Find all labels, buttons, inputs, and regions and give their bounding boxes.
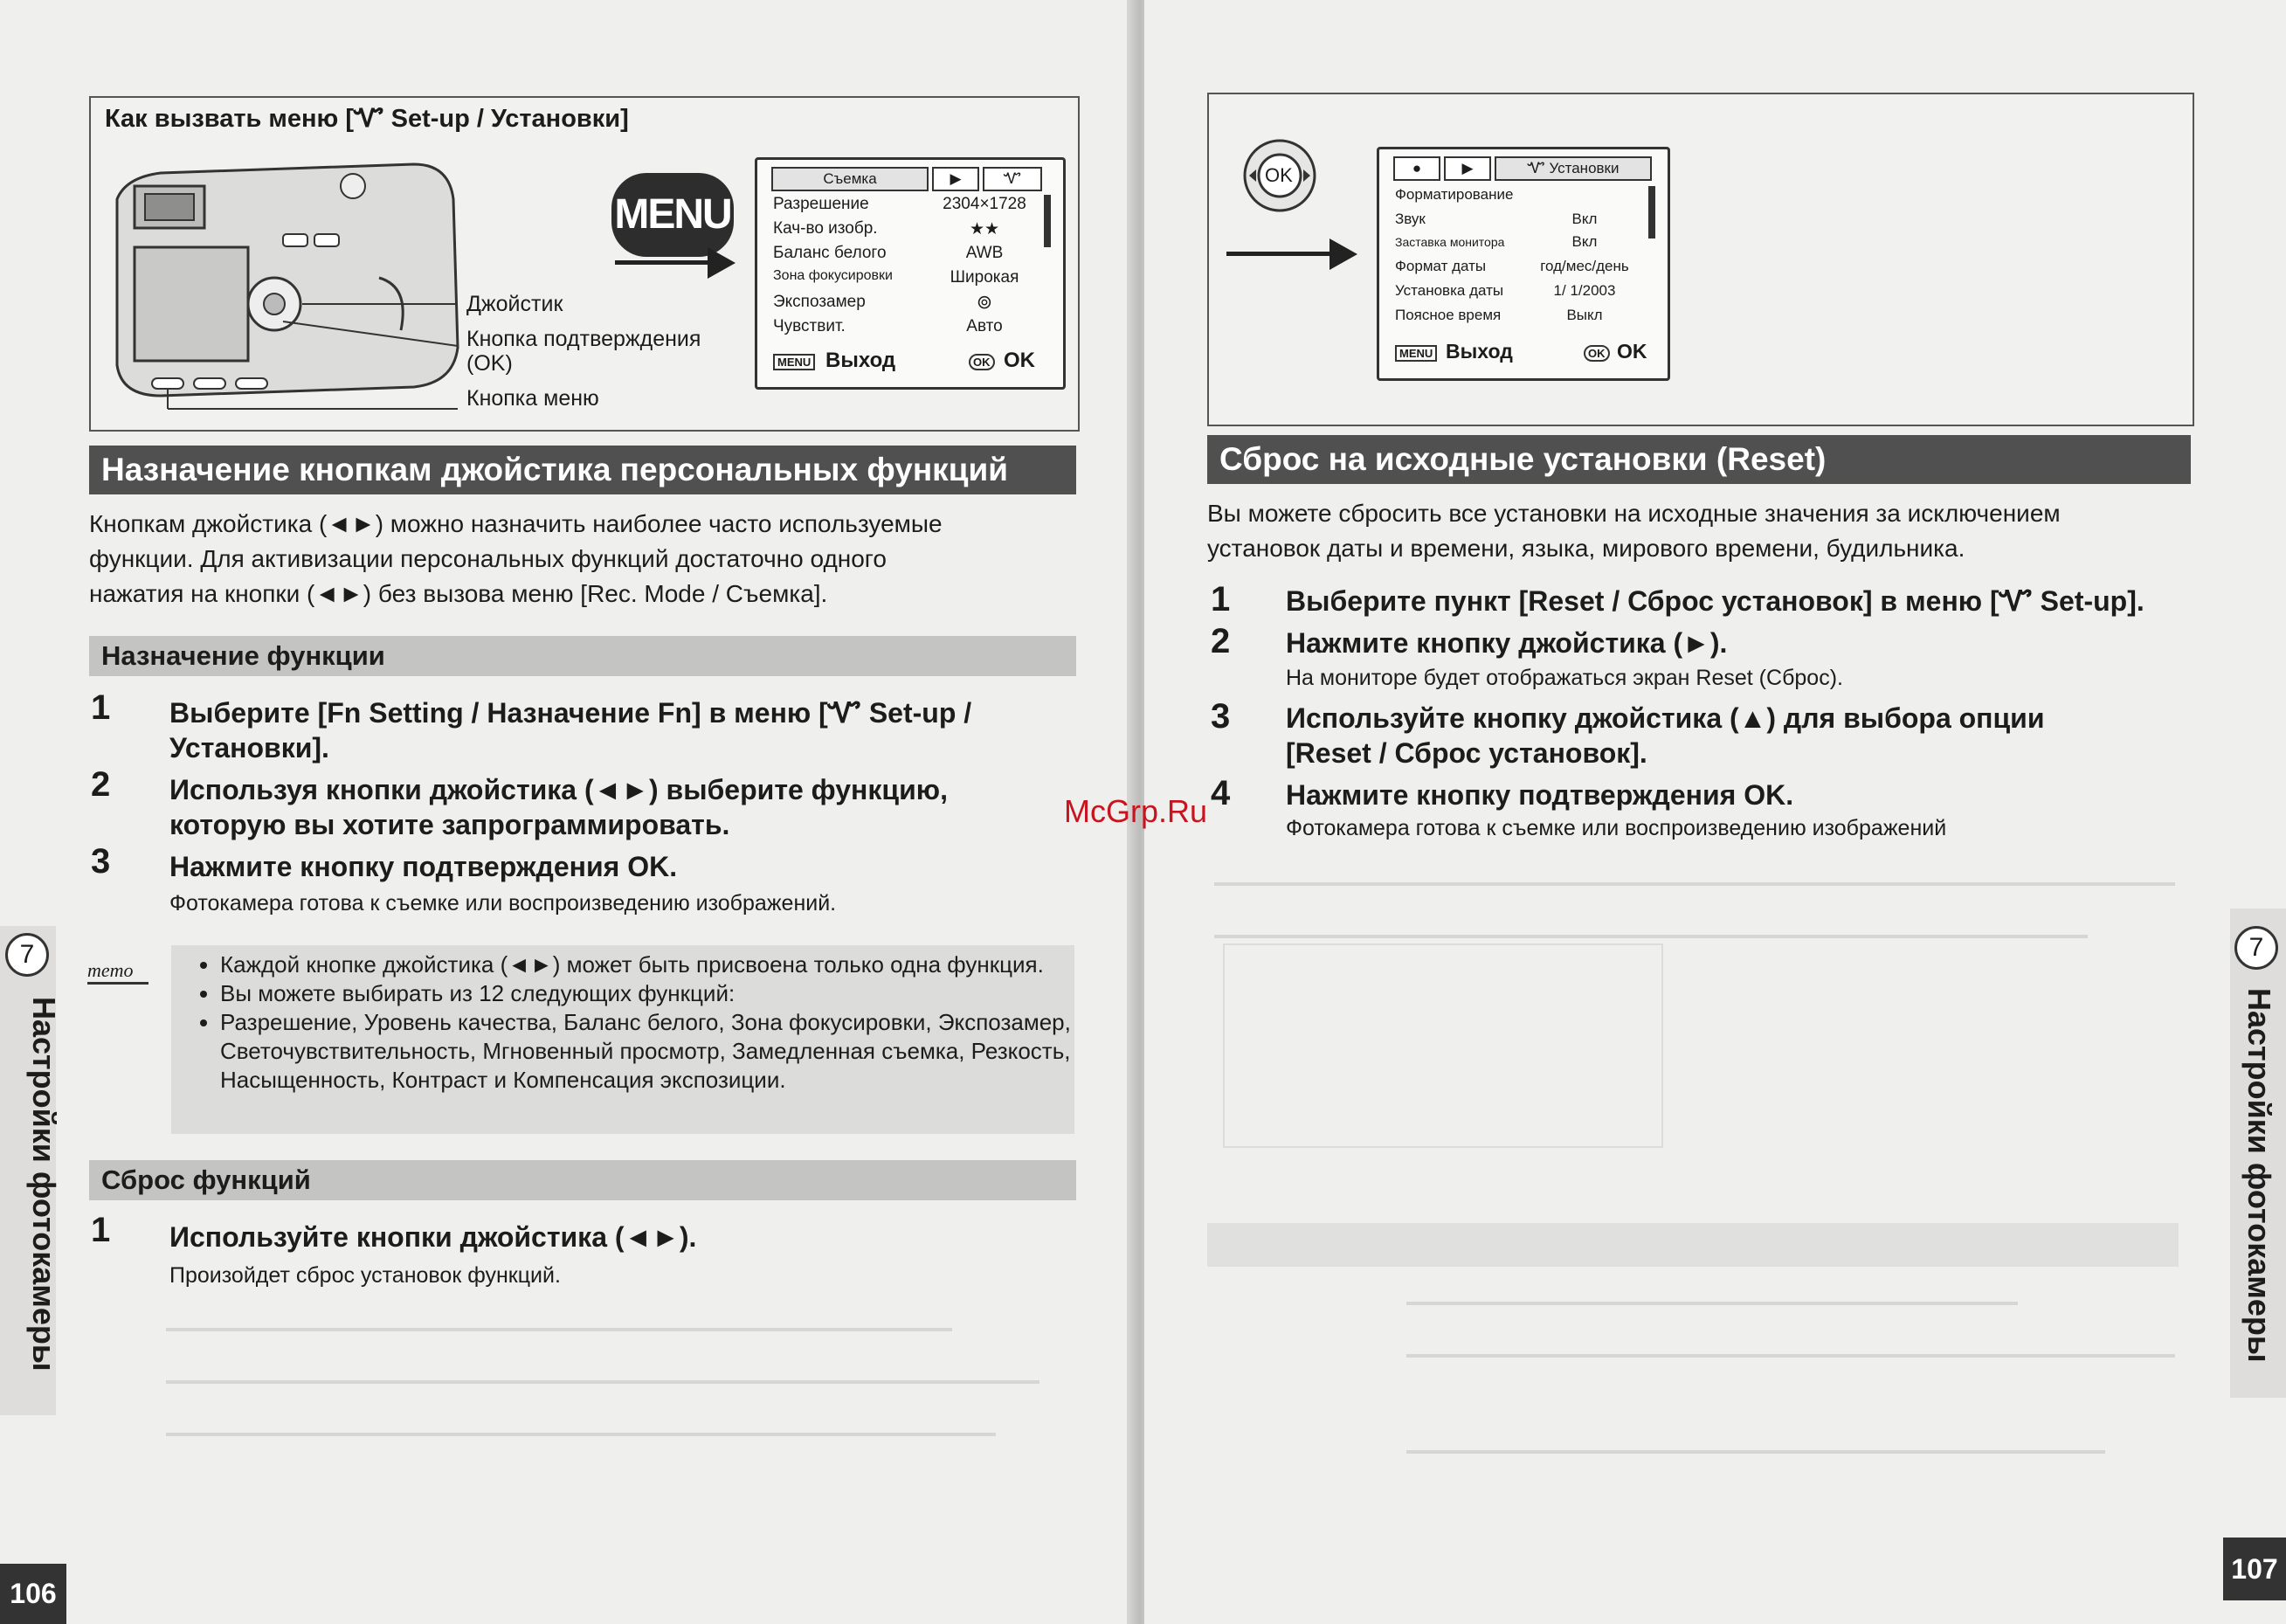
lcd-row-label: Форматирование — [1395, 186, 1514, 203]
lcd-scrollbar — [1648, 186, 1655, 238]
menu-howto-box — [89, 96, 1080, 432]
callout-ok-label: (OK) — [466, 351, 513, 376]
bleed-through-bar — [1207, 1223, 2179, 1267]
step-text: Используйте кнопку джойстика (▲) для выбора опции — [1286, 702, 2045, 734]
lcd-row-label: Формат даты — [1395, 258, 1487, 274]
intro-line: Вы можете сбросить все установки на исходные значения за исключением — [1207, 500, 2061, 527]
bleed-through — [166, 1380, 1039, 1384]
lcd-row-value: 2304×1728 — [943, 195, 1026, 213]
tab-camera: ● — [1393, 156, 1440, 181]
camera-back-illustration — [100, 147, 466, 418]
memo-item: • Каждой кнопке джойстика (◄►) может быть присвоена только одна функция. — [220, 950, 1085, 979]
memo-box — [87, 945, 1074, 1134]
tab-setup: Ꮙ — [983, 167, 1042, 191]
arrow-icon — [615, 260, 711, 265]
lcd-row-value: 1/ 1/2003 — [1553, 282, 1616, 299]
memo-label: memo — [87, 959, 148, 985]
memo-icon — [87, 959, 148, 994]
lcd-row-label: Поясное время — [1395, 307, 1502, 323]
memo-item: • Разрешение, Уровень качества, Баланс белого, Зона фокусировки, Экспозамер, Светочувствительность, Мгновенный просмотр, Замедленная съемка, Резкость, Насыщенность, Контраст и Компенсация экспозиции. — [220, 1008, 1085, 1095]
callout-ok-button: Кнопка подтверждения — [466, 327, 701, 351]
lcd-row-value: AWB — [965, 244, 1004, 262]
step-text: Нажмите кнопку подтверждения OK. — [1286, 779, 1794, 811]
step-sub: Произойдет сброс установок функций. — [169, 1263, 561, 1288]
subsection-heading: Сброс функций — [89, 1160, 1076, 1200]
section-heading: Сброс на исходные установки (Reset) — [1207, 435, 2191, 484]
lcd-footer-menu-icon: MENU — [773, 354, 815, 370]
step-sub: На мониторе будет отображаться экран Reset (Сброс). — [1286, 666, 1843, 690]
bleed-through — [1214, 882, 2175, 886]
lcd-row-label: Баланс белого — [773, 244, 887, 262]
lcd-row-label: Звук — [1395, 211, 1426, 227]
intro-line: нажатия на кнопки (◄►) без вызова меню [Rec. Mode / Съемка]. — [89, 580, 828, 607]
step-number: 3 — [91, 842, 111, 881]
step-text: Нажмите кнопку подтверждения OK. — [169, 851, 678, 882]
lcd-row-label: Разрешение — [773, 195, 869, 213]
lcd-row-value: Выкл — [1566, 307, 1603, 323]
lcd-row-value: Широкая — [950, 268, 1019, 287]
lcd-row-value: Вкл — [1571, 233, 1598, 250]
left-page — [0, 0, 1136, 1624]
lcd-row-value: Авто — [966, 317, 1003, 335]
box-title: Как вызвать меню [Ꮙ Set-up / Установки] — [105, 105, 629, 133]
lcd-footer-exit: Выход — [1446, 340, 1513, 363]
bleed-through — [1214, 935, 2088, 938]
watermark: McGrp.Ru — [1064, 793, 1208, 829]
lcd-footer-ok: OK — [1004, 349, 1035, 372]
bleed-through — [1406, 1450, 2105, 1454]
step-text: Используя кнопки джойстика (◄►) выберите функцию, — [169, 774, 948, 805]
page-number: 106 — [0, 1564, 66, 1624]
lcd-row-label: Заставка монитора — [1395, 235, 1505, 249]
intro-line: установок даты и времени, языка, мирового времени, будильника. — [1207, 535, 1965, 562]
step-text: которую вы хотите запрограммировать. — [169, 809, 730, 840]
joystick-ok-label: OK — [1265, 164, 1293, 186]
bleed-through — [166, 1433, 996, 1436]
bleed-through — [166, 1328, 952, 1331]
lcd-row-label: Зона фокусировки — [773, 268, 893, 283]
tab-shooting: Съемка — [771, 167, 929, 191]
step-number: 1 — [91, 688, 111, 727]
lcd-row-value: год/мес/день — [1540, 258, 1629, 274]
lcd-row-label: Экспозамер — [773, 293, 866, 311]
page-number: 107 — [2223, 1538, 2286, 1600]
lcd-row-value: ⊚ — [976, 291, 993, 313]
step-text: Используйте кнопки джойстика (◄►). — [169, 1221, 697, 1253]
step-text: Выберите пункт [Reset / Сброс установок] в меню [Ꮙ Set-up]. — [1286, 585, 2144, 617]
menu-button-icon: MENU — [611, 173, 734, 257]
bleed-through — [1406, 1302, 2018, 1305]
lcd-footer-ok-icon: OK — [1584, 345, 1610, 362]
intro-line: Кнопкам джойстика (◄►) можно назначить наиболее часто используемые — [89, 510, 943, 537]
step-text: Выберите [Fn Setting / Назначение Fn] в меню [Ꮙ Set-up / — [169, 697, 972, 729]
arrow-head-icon — [708, 247, 736, 279]
step-number: 2 — [1211, 622, 1231, 660]
lcd-footer-ok: OK — [1617, 340, 1647, 363]
arrow-head-icon — [1329, 238, 1357, 270]
lcd-scrollbar — [1044, 195, 1051, 247]
subsection-heading: Назначение функции — [89, 636, 1076, 676]
section-heading: Назначение кнопкам джойстика персональных функций — [89, 446, 1076, 494]
arrow-icon — [1226, 252, 1331, 256]
chapter-number-badge: 7 — [5, 933, 49, 977]
intro-line: функции. Для активизации персональных функций достаточно одного — [89, 545, 887, 572]
lcd-row-value: Вкл — [1571, 211, 1598, 227]
step-sub: Фотокамера готова к съемке или воспроизведению изображений. — [169, 891, 837, 916]
lcd-footer-exit: Выход — [825, 349, 896, 372]
chapter-number-badge: 7 — [2234, 926, 2278, 970]
lcd-rec-menu — [755, 157, 1066, 390]
step-number: 1 — [1211, 580, 1231, 619]
lcd-row-label: Чувствит. — [773, 317, 846, 335]
memo-item: • Вы можете выбирать из 12 следующих функций: — [220, 979, 1085, 1008]
bleed-through — [1406, 1354, 2175, 1358]
step-number: 2 — [91, 765, 111, 804]
right-page — [1144, 0, 2286, 1624]
tab-playback: ▶ — [1444, 156, 1491, 181]
tab-playback: ▶ — [932, 167, 979, 191]
chapter-side-title: Настройки фотокамеры — [26, 997, 62, 1372]
step-text: [Reset / Сброс установок]. — [1286, 737, 1647, 769]
lcd-footer-menu-icon: MENU — [1395, 345, 1437, 362]
callout-joystick: Джойстик — [466, 292, 563, 316]
step-number: 4 — [1211, 774, 1231, 812]
step-number: 1 — [91, 1211, 111, 1249]
step-text: Установки]. — [169, 732, 329, 764]
callout-menu-button: Кнопка меню — [466, 386, 599, 411]
lcd-row-label: Установка даты — [1395, 282, 1504, 299]
tab-setup: Ꮙ Установки — [1495, 156, 1652, 181]
bleed-through-table — [1223, 943, 1663, 1148]
setup-screen-box — [1207, 93, 2194, 426]
chapter-side-title: Настройки фотокамеры — [2241, 988, 2277, 1363]
step-sub: Фотокамера готова к съемке или воспроизведению изображений — [1286, 816, 1947, 840]
lcd-footer-ok-icon: OK — [969, 354, 995, 370]
step-text: Нажмите кнопку джойстика (►). — [1286, 627, 1728, 659]
lcd-row-value: ★★ — [969, 220, 1000, 238]
lcd-row-label: Кач-во изобр. — [773, 219, 878, 238]
lcd-setup-menu — [1377, 147, 1670, 381]
step-number: 3 — [1211, 697, 1231, 736]
